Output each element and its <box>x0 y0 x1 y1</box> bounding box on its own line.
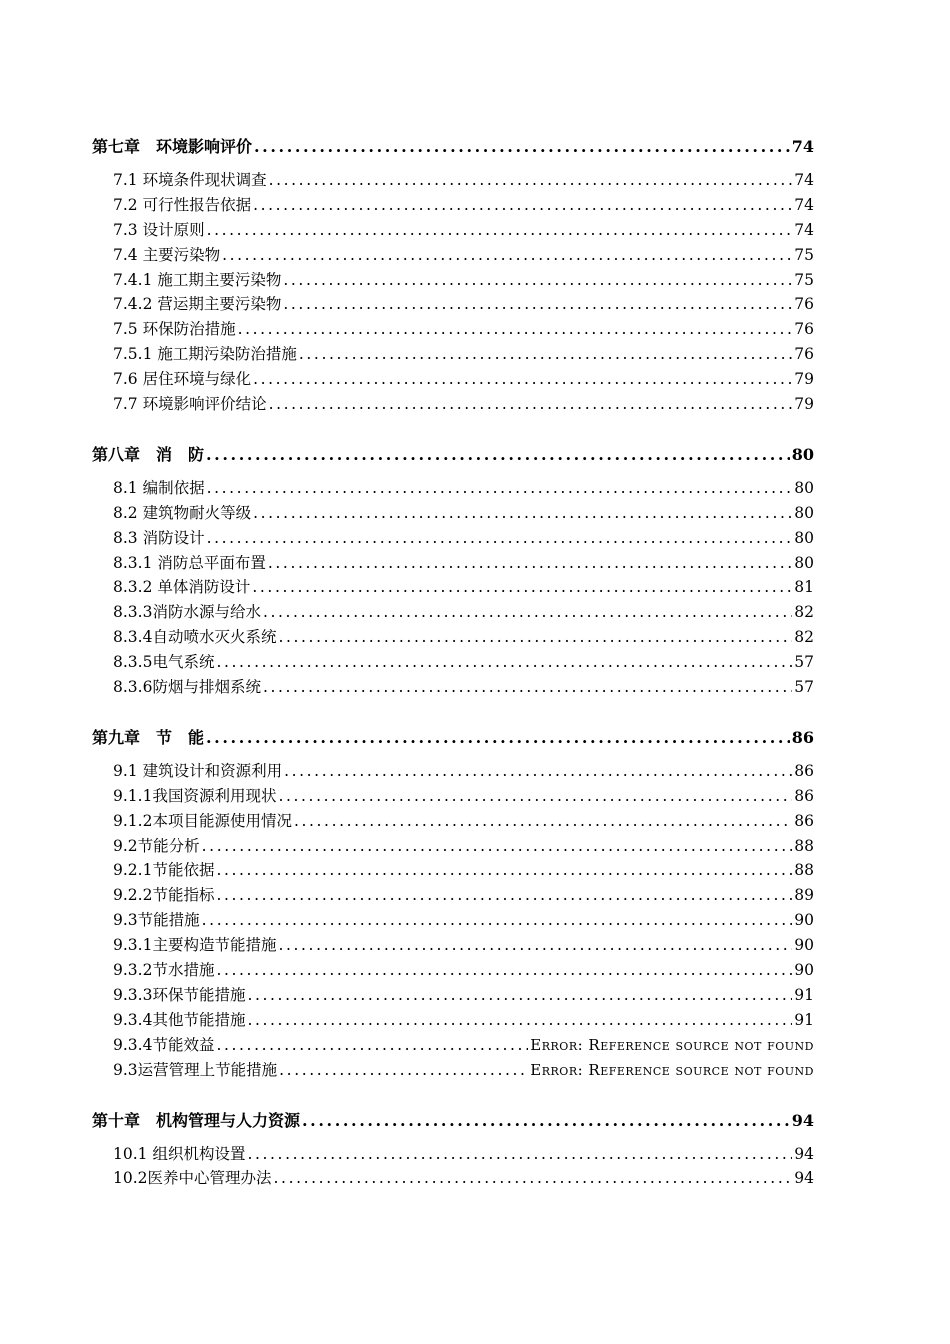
toc-entry[interactable] <box>92 834 814 859</box>
page-number: 82 <box>794 628 814 647</box>
page-number: 94 <box>794 1169 814 1188</box>
leader-dots <box>279 1058 528 1083</box>
page-number: 86 <box>794 786 814 805</box>
page-number: 81 <box>794 578 814 597</box>
leader-dots <box>253 193 792 218</box>
toc-entry[interactable] <box>92 1033 814 1058</box>
entry-label: 7.4 主要污染物 <box>113 245 221 264</box>
chapter-title: 第八章 消 防 <box>92 444 205 464</box>
entry-label: 8.2 建筑物耐火等级 <box>113 503 252 522</box>
leader-dots <box>253 501 792 526</box>
chapter-7 <box>92 133 814 417</box>
leader-dots <box>268 551 792 576</box>
entry-label: 7.5 环保防治措施 <box>113 320 236 339</box>
toc-entry[interactable] <box>92 883 814 908</box>
leader-dots <box>278 784 792 809</box>
entry-label: 9.3节能措施 <box>113 911 200 930</box>
entry-label: 9.3.4其他节能措施 <box>113 1010 246 1029</box>
page-number: 74 <box>794 171 814 189</box>
toc-entry[interactable] <box>92 1166 814 1191</box>
page-number: 57 <box>794 678 814 697</box>
entry-label: 8.3.1 消防总平面布置 <box>113 553 266 572</box>
chapter-8 <box>92 441 814 700</box>
entry-label: 9.2.1节能依据 <box>113 861 215 880</box>
toc-entry[interactable] <box>92 784 814 809</box>
leader-dots <box>263 675 792 700</box>
page-number: 80 <box>794 528 814 547</box>
leader-dots <box>263 600 792 625</box>
toc-entry[interactable] <box>92 292 814 317</box>
toc-entry[interactable] <box>92 501 814 526</box>
leader-dots <box>207 476 793 501</box>
entry-label: 8.3 消防设计 <box>113 528 205 547</box>
chapter-heading[interactable] <box>92 441 814 468</box>
leader-dots <box>247 1008 792 1033</box>
chapter-heading[interactable] <box>92 133 814 160</box>
leader-dots <box>207 526 793 551</box>
page-number: 91 <box>794 985 814 1004</box>
toc-entry[interactable] <box>92 1008 814 1033</box>
toc-entry[interactable] <box>92 575 814 600</box>
page-number: 90 <box>794 911 814 930</box>
toc-entry[interactable] <box>92 551 814 576</box>
entry-label: 9.1 建筑设计和资源利用 <box>113 761 283 780</box>
page-number: 90 <box>794 936 814 955</box>
toc-entry[interactable] <box>92 983 814 1008</box>
toc-entry[interactable] <box>92 1142 814 1167</box>
leader-dots <box>283 268 792 293</box>
reference-error-text: Error: Reference source not found <box>530 1060 814 1079</box>
entry-label: 7.4.2 营运期主要污染物 <box>113 295 282 314</box>
toc-entry[interactable] <box>92 600 814 625</box>
toc-entry[interactable] <box>92 858 814 883</box>
page-number: 82 <box>794 603 814 622</box>
page-number: 57 <box>794 653 814 672</box>
entry-label: 7.2 可行性报告依据 <box>113 195 252 214</box>
leader-dots <box>302 1107 790 1134</box>
leader-dots <box>207 218 793 243</box>
chapter-title: 第九章 节 能 <box>92 727 205 747</box>
page-number: 80 <box>794 553 814 572</box>
toc-entry[interactable] <box>92 367 814 392</box>
toc-entry[interactable] <box>92 243 814 268</box>
page-number: 75 <box>794 270 814 289</box>
leader-dots <box>216 1033 528 1058</box>
leader-dots <box>202 908 793 933</box>
entry-label: 7.6 居住环境与绿化 <box>113 370 252 389</box>
leader-dots <box>253 367 792 392</box>
leader-dots <box>216 958 792 983</box>
toc-entry[interactable] <box>92 958 814 983</box>
leader-dots <box>274 1166 793 1191</box>
table-of-contents <box>92 133 814 1215</box>
toc-entry[interactable] <box>92 392 814 417</box>
entry-label: 7.4.1 施工期主要污染物 <box>113 270 282 289</box>
leader-dots <box>299 342 792 367</box>
toc-entry[interactable] <box>92 193 814 218</box>
leader-dots <box>206 724 790 751</box>
page-number: 76 <box>794 295 814 314</box>
page-number: 89 <box>794 886 814 905</box>
leader-dots <box>252 575 792 600</box>
toc-entry[interactable] <box>92 1058 814 1083</box>
entry-label: 7.7 环境影响评价结论 <box>113 395 267 414</box>
entry-label: 9.1.2本项目能源使用情况 <box>113 811 292 830</box>
leader-dots <box>284 759 792 784</box>
toc-entry[interactable] <box>92 526 814 551</box>
leader-dots <box>269 168 793 193</box>
reference-error-text: Error: Reference source not found <box>530 1035 814 1054</box>
entry-label: 8.1 编制依据 <box>113 478 205 497</box>
toc-entry[interactable] <box>92 268 814 293</box>
toc-entry[interactable] <box>92 218 814 243</box>
entry-label: 9.2节能分析 <box>113 836 200 855</box>
leader-dots <box>294 809 792 834</box>
leader-dots <box>216 858 792 883</box>
page-number: 86 <box>794 811 814 830</box>
entry-label: 8.3.2 单体消防设计 <box>113 578 251 597</box>
page-number: 88 <box>794 836 814 855</box>
toc-entry[interactable] <box>92 168 814 193</box>
page-number: 94 <box>791 1110 814 1130</box>
page-number: 79 <box>794 370 814 389</box>
leader-dots <box>247 983 792 1008</box>
toc-entry[interactable] <box>92 809 814 834</box>
leader-dots <box>216 650 792 675</box>
page-number: 74 <box>791 137 814 156</box>
page-number: 74 <box>794 220 814 239</box>
entry-label: 8.3.5电气系统 <box>113 653 215 672</box>
toc-entry[interactable] <box>92 759 814 784</box>
leader-dots <box>278 933 792 958</box>
leader-dots <box>247 1142 792 1167</box>
chapter-title: 第十章 机构管理与人力资源 <box>92 1110 301 1130</box>
entry-label: 7.1 环境条件现状调查 <box>113 171 267 189</box>
entry-label: 10.1 组织机构设置 <box>113 1144 246 1163</box>
page-number: 91 <box>794 1010 814 1029</box>
page-number: 86 <box>791 727 814 747</box>
page-number: 74 <box>794 195 814 214</box>
chapter-heading[interactable] <box>92 1107 814 1134</box>
toc-entry[interactable] <box>92 675 814 700</box>
page-number: 80 <box>794 503 814 522</box>
entry-label: 9.3运营管理上节能措施 <box>113 1060 278 1079</box>
entry-label: 9.1.1我国资源利用现状 <box>113 786 277 805</box>
toc-entry[interactable] <box>92 342 814 367</box>
page-number: 90 <box>794 961 814 980</box>
page-number: 86 <box>794 761 814 780</box>
leader-dots <box>216 883 792 908</box>
chapter-heading[interactable] <box>92 724 814 751</box>
toc-entry[interactable] <box>92 650 814 675</box>
entry-label: 7.3 设计原则 <box>113 220 205 239</box>
entry-label: 9.3.4节能效益 <box>113 1035 215 1054</box>
leader-dots <box>278 625 792 650</box>
toc-entry[interactable] <box>92 625 814 650</box>
entry-label: 8.3.3消防水源与给水 <box>113 603 261 622</box>
page-number: 94 <box>794 1144 814 1163</box>
toc-entry[interactable] <box>92 317 814 342</box>
page-number: 80 <box>794 478 814 497</box>
page-number: 76 <box>794 345 814 364</box>
page-number: 75 <box>794 245 814 264</box>
toc-entry[interactable] <box>92 908 814 933</box>
chapter-10 <box>92 1107 814 1192</box>
leader-dots <box>283 292 792 317</box>
entry-label: 7.5.1 施工期污染防治措施 <box>113 345 297 364</box>
leader-dots <box>254 133 790 160</box>
entry-label: 9.3.1主要构造节能措施 <box>113 936 277 955</box>
leader-dots <box>222 243 792 268</box>
chapter-9 <box>92 724 814 1083</box>
entry-label: 9.3.3环保节能措施 <box>113 985 246 1004</box>
toc-entry[interactable] <box>92 476 814 501</box>
leader-dots <box>202 834 793 859</box>
page-number: 76 <box>794 320 814 339</box>
page-number: 88 <box>794 861 814 880</box>
leader-dots <box>238 317 793 342</box>
leader-dots <box>269 392 793 417</box>
entry-label: 8.3.6防烟与排烟系统 <box>113 678 261 697</box>
page-number: 79 <box>794 395 814 414</box>
entry-label: 10.2医养中心管理办法 <box>113 1169 272 1188</box>
entry-label: 9.3.2节水措施 <box>113 961 215 980</box>
toc-entry[interactable] <box>92 933 814 958</box>
leader-dots <box>206 441 790 468</box>
entry-label: 9.2.2节能指标 <box>113 886 215 905</box>
page-number: 80 <box>791 444 814 464</box>
chapter-title: 第七章 环境影响评价 <box>92 137 253 156</box>
entry-label: 8.3.4自动喷水灭火系统 <box>113 628 277 647</box>
